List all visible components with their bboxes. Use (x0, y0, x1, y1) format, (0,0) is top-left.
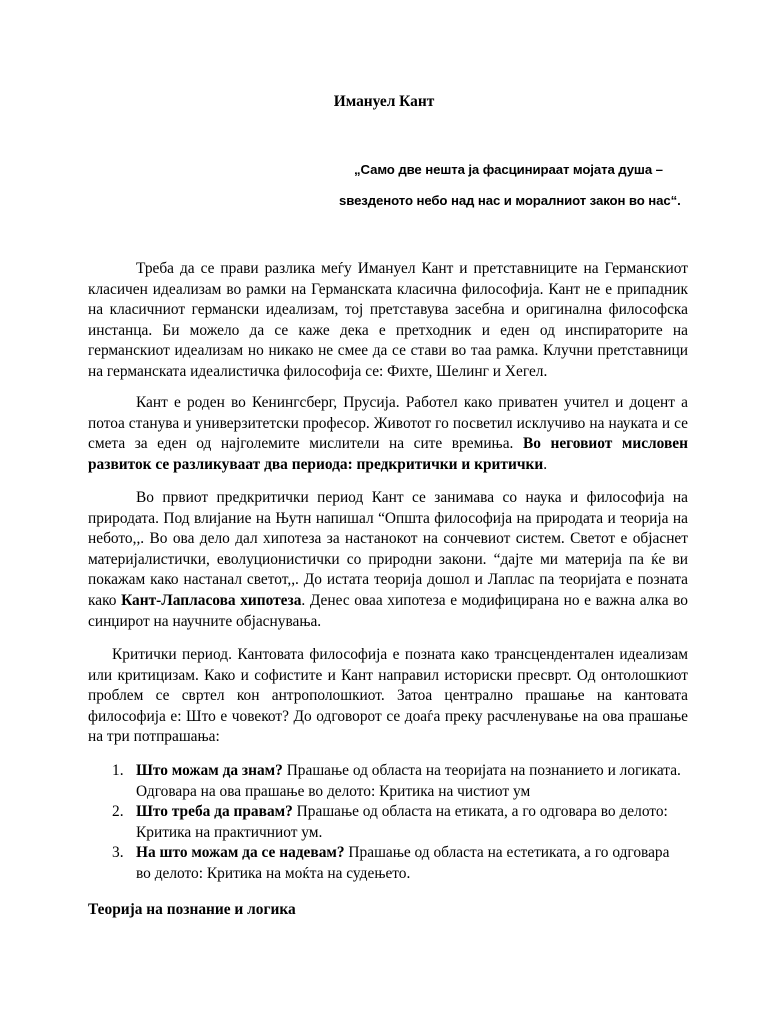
paragraph-critical: Критички период. Кантовата философија е позната како трансцендентален идеализам или критицизам. Како и софистите и Кант направил историски пресврт. Од онтолошкиот проблем се свртел кон антрополошкиот. Затоа централно прашање на кантовата философија е: Што е човекот? До одговорот се доаѓа преку расчленување на ова прашање на три потпрашања: (88, 646, 688, 746)
list-item (112, 761, 682, 802)
paragraph-1-block (88, 259, 688, 383)
paragraph-4-block (88, 645, 688, 748)
section-heading: Теорија на познание и логика (88, 901, 296, 918)
list-item-text: Прашање од областа на теоријата на познанието и логиката. Одговара на ова прашање во делото: Критика на чистиот ум (136, 762, 681, 800)
paragraph-intro: Треба да се прави разлика меѓу Имануел Кант и претставниците на Германскиот класичен идеализам во рамки на Германската класична философија. Кант не е припадник на класичниот германски идеализам, тој претставува засебна и оригинална философска инстанца. Би можело да се каже дека е претходник и еден од инспираторите на германскиот идеализам но никако не смее да се стави во таа рамка. Клучни претставници на германската идеалистичка философија се: Фихте, Шелинг и Хегел. (88, 260, 688, 380)
list-item-number: 2. (112, 803, 124, 821)
list-item-text: Прашање од областа на естетиката, а го одговара во делото: Критика на моќта на судењето. (136, 844, 670, 882)
paragraph-precritical-bold: Кант-Лапласова хипотеза (121, 591, 302, 609)
list-item (112, 802, 682, 843)
list-item-text: Прашање од областа на етиката, а го одговара во делото: Критика на практичниот ум. (136, 803, 668, 841)
epigraph-line-2: ѕвезденото небо над нас и моралниот закон во нас“. (339, 193, 681, 208)
list-item (112, 843, 682, 884)
paragraph-precritical-text: Во првиот предкритички период Кант се занимава со наука и философија на природата. Под влијание на Њутн напишал “Општа философија на природата и теорија на небото,,. Во ова дело дал хипотеза за настанокот на сончевиот систем. Светот е објаснет материјалистички, еволуционистички со природни закони. “дајте ми материја па ќе ви покажам како настанал светот,,. До истата теорија дошол и Лаплас па теоријата е позната како (88, 489, 688, 609)
list-item-number: 1. (112, 762, 124, 779)
document-title: Имануел Кант (333, 93, 435, 110)
paragraph-biography (88, 393, 688, 475)
list-item-question: Што треба да правам? (136, 803, 293, 821)
paragraph-2-block (88, 393, 688, 475)
paragraph-precritical-end: . Денес оваа хипотеза е модифицирана но е важна алка во синџирот на научните објаснувања. (88, 591, 688, 630)
epigraph-line-1: „Само две нешта ја фасцинираат мојата душа – (354, 162, 663, 177)
paragraph-biography-text: Кант е роден во Кенингсберг, Прусија. Работел како приватен учител и доцент а потоа станува и универзитетски професор. Животот го посветил исклучиво на науката и се смета за еден од најголемите мислители на сите времиња. (88, 394, 688, 453)
list-item-question: Што можам да знам? (136, 762, 283, 779)
questions-list (112, 761, 682, 885)
paragraph-precritical (88, 488, 688, 632)
paragraph-biography-bold: Во неговиот мисловен развиток се разликуваат два периода: предкритички и критички (88, 435, 688, 473)
list-item-question: На што можам да се надевам? (136, 844, 345, 862)
paragraph-biography-end: . (543, 455, 548, 473)
list-item-number: 3. (112, 844, 124, 862)
paragraph-3-block (88, 488, 688, 632)
